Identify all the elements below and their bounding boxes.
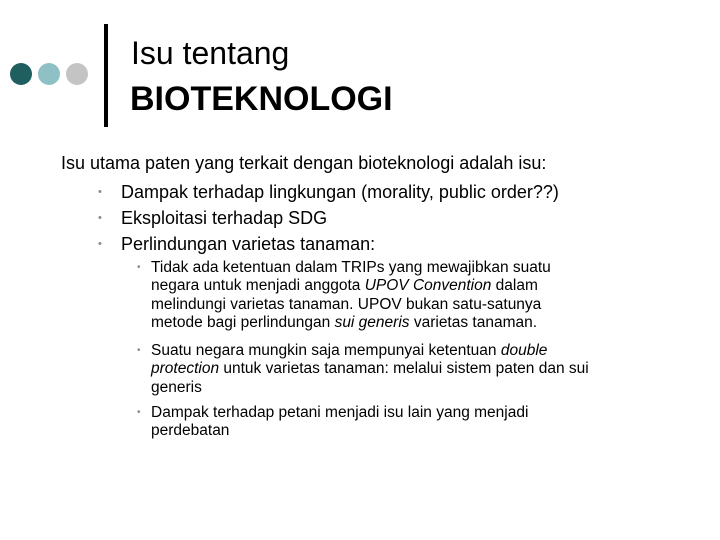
bullet-dot-icon: • [98,186,102,198]
bullet-dot-icon: • [137,407,141,418]
slide-title-line-1: Isu tentang [131,35,290,71]
bullet-text: Eksploitasi terhadap SDG [121,208,328,228]
bullet-dot-icon: • [98,238,102,250]
text-line: perdebatan [151,422,230,440]
text-line: Tidak ada ketentuan dalam TRIPs yang mewajibkan suatu [151,259,551,276]
text-line [151,277,551,295]
dot-dark-teal [10,63,32,85]
text-run: varietas tanaman. [409,314,538,332]
bullet-dot-icon: • [137,262,141,273]
slide-title-line-2: BIOTEKNOLOGI [130,80,393,118]
sub-bullet-text [151,259,551,333]
title-divider [104,24,108,127]
text-run: dalam [491,277,538,295]
text-run: metode bagi perlindungan [151,314,335,332]
text-line: Dampak terhadap petani menjadi isu lain yang menjadi [151,404,529,421]
text-line: generis [151,378,202,396]
italic-term: UPOV Convention [364,277,492,295]
sub-bullet-text [151,404,528,441]
text-line: melindungi varietas tanaman. UPOV bukan satu-satunya [151,295,542,313]
bullet-text: Dampak terhadap lingkungan (morality, public order??) [121,182,559,202]
text-run: untuk varietas tanaman: melalui sistem paten dan sui [219,360,589,378]
bullet-dot-icon: • [98,212,102,224]
intro-text: Isu utama paten yang terkait dengan bioteknologi adalah isu: [61,153,547,173]
italic-term: sui generis [334,314,410,332]
dot-gray [66,63,88,85]
text-line [151,360,589,378]
italic-term: double [500,342,548,359]
bullet-text: Perlindungan varietas tanaman: [121,234,376,254]
sub-bullet-text [151,342,589,397]
text-line [151,314,551,332]
italic-term: protection [151,360,220,378]
dot-light-teal [38,63,60,85]
text-run: negara untuk menjadi anggota [151,277,365,295]
text-run: Suatu negara mungkin saja mempunyai ketentuan [151,342,501,359]
bullet-dot-icon: • [137,345,141,356]
text-line [151,342,589,360]
